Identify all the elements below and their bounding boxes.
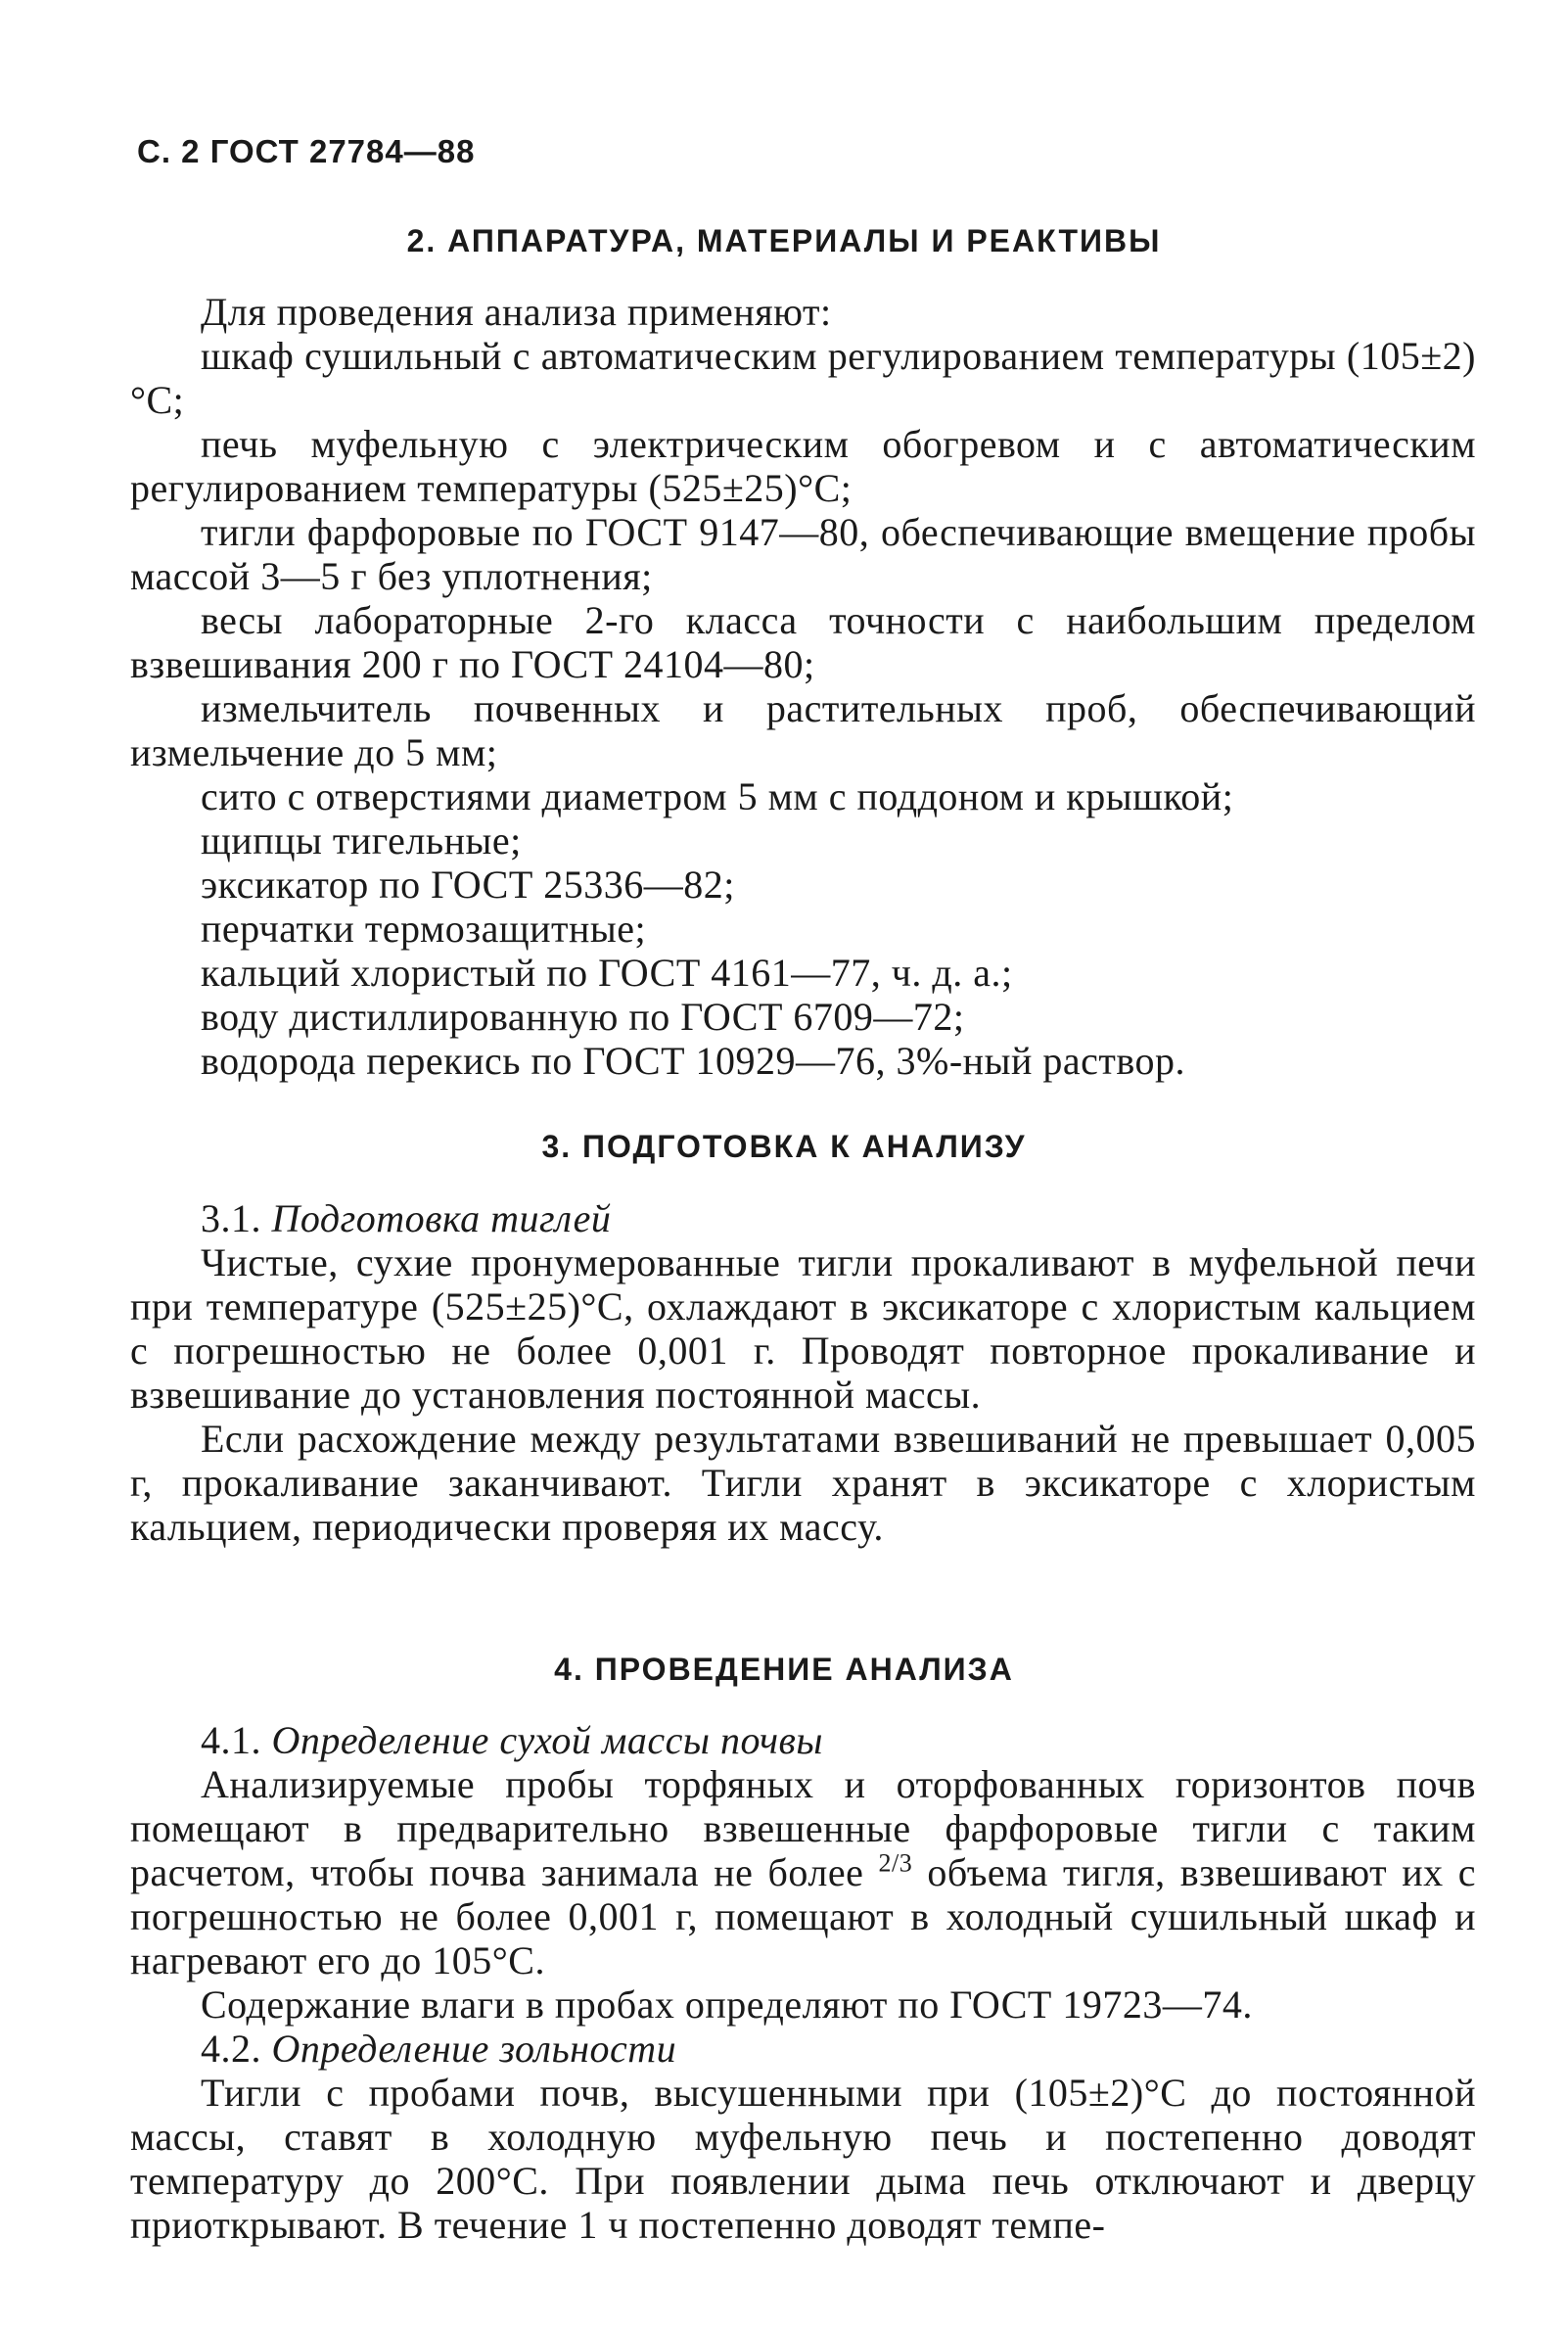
section-2-body [130, 290, 1476, 1083]
subsection-number: 3.1. [201, 1196, 261, 1240]
list-item: сито с отверстиями диаметром 5 мм с поддоном и крышкой; [201, 774, 1234, 818]
page-header: С. 2 ГОСТ 27784—88 [137, 133, 476, 169]
list-item: весы лабораторные 2-го класса точности с наибольшим пределом взвешивания 200 г по ГОСТ 24104—80; [130, 598, 1476, 686]
paragraph-text: Анализируемые пробы торфяных и оторфованных горизонтов почв помещают в предварительно взвешенные фарфоровые тигли с таким расчетом, чтобы почва занимала не более [130, 1762, 1476, 1894]
list-item: кальций хлористый по ГОСТ 4161—77, ч. д. а.; [201, 951, 1013, 995]
list-item: печь муфельную с электрическим обогревом и с автоматическим регулированием температуры (525±25)°С; [130, 422, 1476, 510]
subsection-title: Определение сухой массы почвы [271, 1718, 824, 1762]
list-item: воду дистиллированную по ГОСТ 6709—72; [201, 995, 965, 1039]
section-3-title: 3. ПОДГОТОВКА К АНАЛИЗУ [541, 1129, 1027, 1164]
list-item: тигли фарфоровые по ГОСТ 9147—80, обеспечивающие вмещение пробы массой 3—5 г без уплотнения; [130, 510, 1476, 598]
section-2-title: 2. АППАРАТУРА, МАТЕРИАЛЫ И РЕАКТИВЫ [406, 223, 1162, 258]
paragraph-text: объема тигля, взвешивают их с погрешностью не более 0,001 г, помещают в холодный сушильный шкаф и нагревают его до 105°С. [130, 1850, 1476, 1982]
subsection-title: Определение зольности [271, 2027, 677, 2071]
list-item: измельчитель почвенных и растительных проб, обеспечивающий измельчение до 5 мм; [130, 686, 1476, 774]
section-4-title: 4. ПРОВЕДЕНИЕ АНАЛИЗА [554, 1652, 1014, 1687]
list-item: перчатки термозащитные; [201, 907, 647, 951]
list-item: водорода перекись по ГОСТ 10929—76, 3%-ный раствор. [201, 1039, 1185, 1083]
section-4-1-paragraph [130, 1762, 1476, 1982]
list-item: эксикатор по ГОСТ 25336—82; [201, 862, 735, 907]
list-item: шкаф сушильный с автоматическим регулированием температуры (105±2)°С; [130, 334, 1476, 422]
section-4-body [130, 1718, 1476, 2247]
subsection-title: Подготовка тиглей [271, 1196, 612, 1240]
subsection-number: 4.1. [201, 1718, 261, 1762]
section-4-2-paragraph: Тигли с пробами почв, высушенными при (105±2)°С до постоянной массы, ставят в холодную муфельную печь и постепенно доводят температуру до 200°С. При появлении дыма печь отключают и дверцу приоткрывают. В течение 1 ч постепенно доводят темпе- [130, 2071, 1476, 2247]
subsection-3-1-heading [130, 1196, 1476, 1240]
section-3-paragraph: Чистые, сухие пронумерованные тигли прокаливают в муфельной печи при температуре (525±25)°С, охлаждают в эксикаторе с хлористым кальцием с погрешностью не более 0,001 г. Проводят повторное прокаливание и взвешивание до установления постоянной массы. [130, 1240, 1476, 1417]
fraction: 2/3 [878, 1848, 913, 1878]
subsection-4-1-heading [130, 1718, 1476, 1762]
section-2-intro: Для проведения анализа применяют: [201, 290, 832, 334]
section-4-1-paragraph-2: Содержание влаги в пробах определяют по ГОСТ 19723—74. [201, 1982, 1253, 2027]
subsection-4-2-heading [130, 2027, 1476, 2071]
list-item: щипцы тигельные; [201, 818, 522, 862]
section-3-paragraph: Если расхождение между результатами взвешиваний не превышает 0,005 г, прокаливание заканчивают. Тигли хранят в эксикаторе с хлористым кальцием, периодически проверяя их массу. [130, 1417, 1476, 1549]
subsection-number: 4.2. [201, 2027, 261, 2071]
section-3-body [130, 1196, 1476, 1549]
